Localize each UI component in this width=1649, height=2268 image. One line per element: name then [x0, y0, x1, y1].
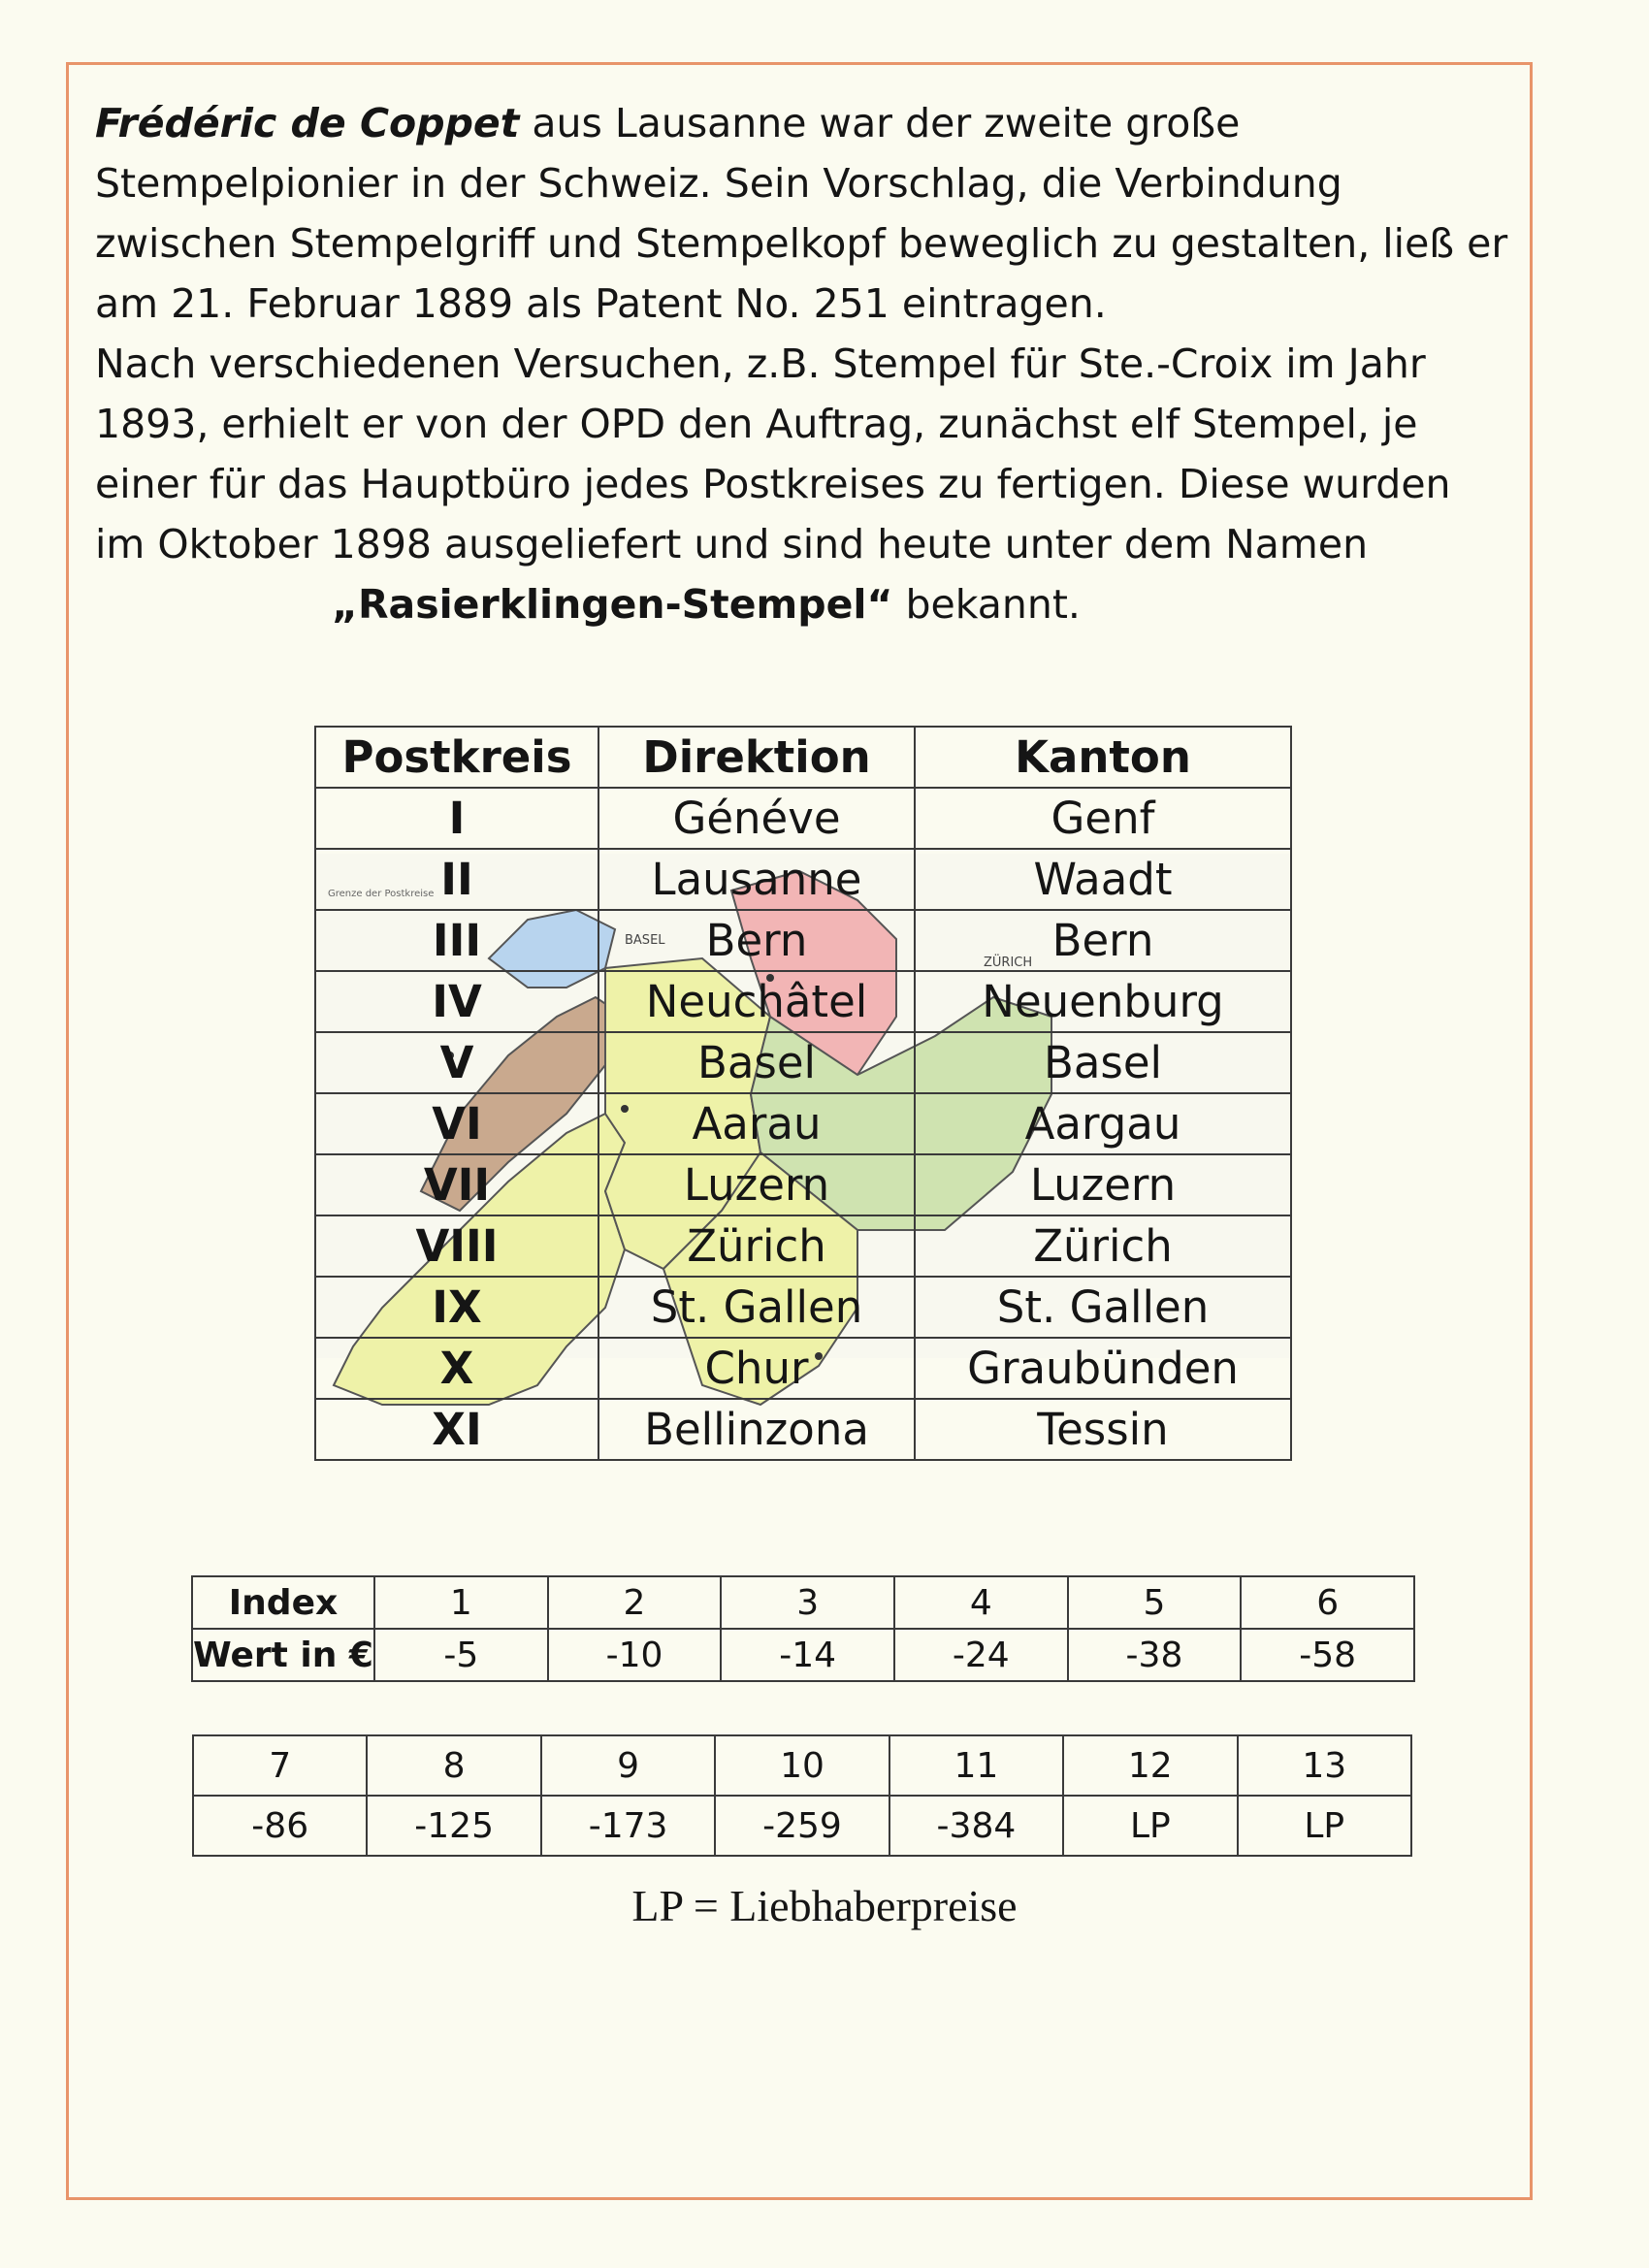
value-cell: -384	[889, 1796, 1063, 1856]
intro-paragraph-1-text: aus Lausanne war der zweite große Stempelpionier in der Schweiz. Sein Vorschlag, die Verbindung zwischen Stempelgriff und Stempelkopf beweglich zu gestalten, ließ er am 21. Februar 1889 als Patent No. 251 eintragen.	[95, 100, 1508, 327]
index-cell: 5	[1068, 1576, 1242, 1629]
index-cell: 4	[894, 1576, 1068, 1629]
value-cell: -10	[548, 1629, 722, 1681]
directions-table	[314, 726, 1292, 1461]
index-cell: 3	[721, 1576, 894, 1629]
row-label: Index	[192, 1576, 374, 1629]
direktion-cell: Luzern	[598, 1154, 915, 1215]
column-header: Postkreis	[315, 727, 598, 788]
value-cell: -58	[1241, 1629, 1414, 1681]
value-cell: LP	[1063, 1796, 1237, 1856]
postkreis-cell: III	[315, 910, 598, 971]
direktion-cell: St. Gallen	[598, 1277, 915, 1338]
postkreis-cell: XI	[315, 1399, 598, 1460]
postkreis-cell: X	[315, 1338, 598, 1399]
direktion-cell: Bellinzona	[598, 1399, 915, 1460]
table-row	[315, 1215, 1291, 1277]
table-row	[315, 1277, 1291, 1338]
stamp-name: „Rasierklingen-Stempel“	[332, 581, 893, 628]
index-cell: 12	[1063, 1735, 1237, 1796]
intro-closing-text: bekannt.	[892, 581, 1081, 628]
value-cell: -38	[1068, 1629, 1242, 1681]
kanton-cell: Luzern	[915, 1154, 1291, 1215]
value-row	[193, 1796, 1411, 1856]
index-cell: 13	[1238, 1735, 1411, 1796]
index-cell: 1	[374, 1576, 548, 1629]
value-cell: -5	[374, 1629, 548, 1681]
table-row	[315, 1154, 1291, 1215]
intro-closing	[95, 574, 1511, 634]
row-label: Wert in €	[192, 1629, 374, 1681]
intro-paragraph-1	[95, 93, 1511, 334]
map-label-zurich: ZÜRICH	[984, 956, 1033, 970]
kanton-cell: Neuenburg	[915, 971, 1291, 1032]
index-cell: 6	[1241, 1576, 1414, 1629]
table-row	[315, 1032, 1291, 1093]
value-cell: -173	[541, 1796, 715, 1856]
value-cell: -125	[367, 1796, 540, 1856]
index-cell: 10	[715, 1735, 889, 1796]
table-row	[315, 788, 1291, 849]
table-row	[315, 1399, 1291, 1460]
index-cell: 7	[193, 1735, 367, 1796]
value-cell: -86	[193, 1796, 367, 1856]
kanton-cell: Graubünden	[915, 1338, 1291, 1399]
table-row	[315, 849, 1291, 910]
column-header: Direktion	[598, 727, 915, 788]
postkreis-cell: VIII	[315, 1215, 598, 1277]
direktion-cell: Neuchâtel	[598, 971, 915, 1032]
direktion-cell: Basel	[598, 1032, 915, 1093]
kanton-cell: St. Gallen	[915, 1277, 1291, 1338]
table-row	[315, 910, 1291, 971]
map-label-basel: BASEL	[625, 933, 665, 948]
map-legend: Grenze der Postkreise	[328, 889, 435, 899]
kanton-cell: Zürich	[915, 1215, 1291, 1277]
column-header: Kanton	[915, 727, 1291, 788]
postkreis-cell: I	[315, 788, 598, 849]
kanton-cell: Tessin	[915, 1399, 1291, 1460]
table-row	[315, 971, 1291, 1032]
kanton-cell: Aargau	[915, 1093, 1291, 1154]
direktion-cell: Généve	[598, 788, 915, 849]
intro-paragraph-2: Nach verschiedenen Versuchen, z.B. Stempel für Ste.-Croix im Jahr 1893, erhielt er von der OPD den Auftrag, zunächst elf Stempel, je einer für das Hauptbüro jedes Postkreises zu fertigen. Diese wurden im Oktober 1898 ausgeliefert und sind heute unter dem Namen	[95, 340, 1451, 567]
value-cell: -259	[715, 1796, 889, 1856]
kanton-cell: Waadt	[915, 849, 1291, 910]
direktion-cell: Bern	[598, 910, 915, 971]
index-row	[193, 1735, 1411, 1796]
kanton-cell: Bern	[915, 910, 1291, 971]
value-row	[192, 1629, 1414, 1681]
kanton-cell: Genf	[915, 788, 1291, 849]
direktion-cell: Aarau	[598, 1093, 915, 1154]
kanton-cell: Basel	[915, 1032, 1291, 1093]
value-cell: LP	[1238, 1796, 1411, 1856]
value-cell: -14	[721, 1629, 894, 1681]
table-row	[315, 1338, 1291, 1399]
value-table-1	[191, 1575, 1415, 1682]
postkreis-cell: V	[315, 1032, 598, 1093]
index-cell: 11	[889, 1735, 1063, 1796]
directions-table-with-map	[314, 726, 1290, 1486]
postkreis-cell: VI	[315, 1093, 598, 1154]
index-row	[192, 1576, 1414, 1629]
footnote: LP = Liebhaberpreise	[631, 1881, 1018, 1930]
index-cell: 8	[367, 1735, 540, 1796]
person-name: Frédéric de Coppet	[95, 100, 520, 146]
direktion-cell: Lausanne	[598, 849, 915, 910]
index-cell: 9	[541, 1735, 715, 1796]
intro-text	[95, 93, 1511, 634]
table-row	[315, 1093, 1291, 1154]
postkreis-cell: II	[315, 849, 598, 910]
value-cell: -24	[894, 1629, 1068, 1681]
direktion-cell: Zürich	[598, 1215, 915, 1277]
postkreis-cell: IX	[315, 1277, 598, 1338]
postkreis-cell: IV	[315, 971, 598, 1032]
table-header-row	[315, 727, 1291, 788]
postkreis-cell: VII	[315, 1154, 598, 1215]
value-table-2	[192, 1734, 1412, 1857]
direktion-cell: Chur	[598, 1338, 915, 1399]
index-cell: 2	[548, 1576, 722, 1629]
